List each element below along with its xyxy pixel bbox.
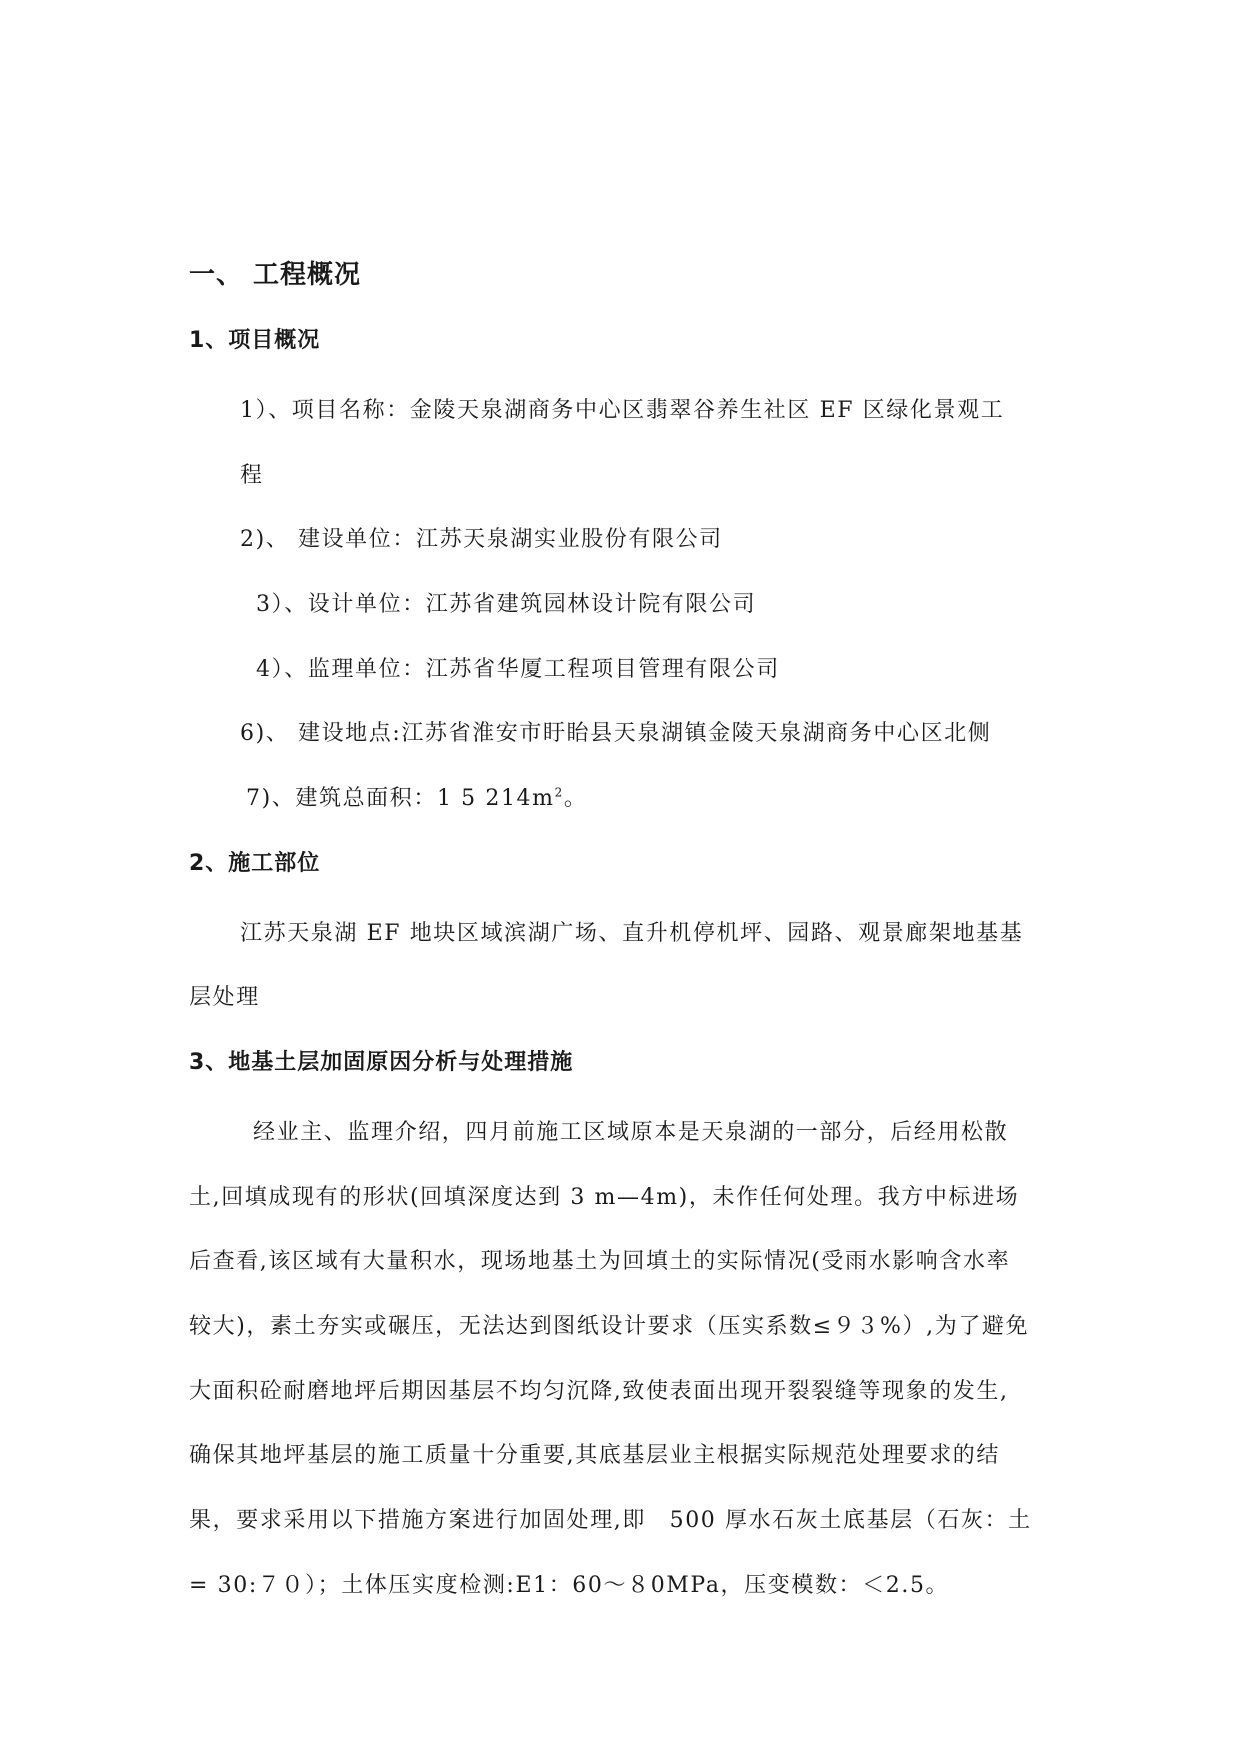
section-3-title: 3、地基土层加固原因分析与处理措施: [189, 1050, 574, 1075]
project-name-continuation: 程: [240, 463, 264, 488]
analysis-line-1: 经业主、监理介绍，四月前施工区域原本是天泉湖的一部分，后经用松散: [253, 1120, 1009, 1145]
supervisor-line: 4）、监理单位：江苏省华厦工程项目管理有限公司: [256, 657, 780, 682]
analysis-line-4: 较大)，素土夯实或碾压，无法达到图纸设计要求（压实系数≤９３%）,为了避免: [189, 1314, 1030, 1339]
area-text: 7)、建筑总面积：1 5 214m: [246, 786, 555, 811]
area-superscript: 2: [554, 785, 564, 800]
analysis-line-2: 土,回填成现有的形状(回填深度达到 3 m—4m)，未作任何处理。我方中标进场: [189, 1185, 1020, 1210]
heading-overview: 一、 工程概况: [189, 260, 362, 290]
section-1-title: 1、项目概况: [189, 328, 321, 353]
location-line: 6)、 建设地点:江苏省淮安市盱眙县天泉湖镇金陵天泉湖商务中心区北侧: [240, 721, 992, 746]
project-name-line: 1）、项目名称：金陵天泉湖商务中心区翡翠谷养生社区 EF 区绿化景观工: [240, 398, 1005, 423]
analysis-line-8: = 30:７０）；土体压实度检测:E1：60～８0MPa，压变模数：＜2.5。: [189, 1573, 950, 1598]
builder-line: 2)、 建设单位：江苏天泉湖实业股份有限公司: [240, 527, 723, 552]
construction-scope-line-2: 层处理: [189, 985, 260, 1010]
designer-line: 3）、设计单位：江苏省建筑园林设计院有限公司: [256, 592, 757, 617]
analysis-line-6: 确保其地坪基层的施工质量十分重要,其底基层业主根据实际规范处理要求的结: [189, 1443, 1000, 1468]
area-suffix: 。: [563, 786, 588, 811]
construction-scope-line-1: 江苏天泉湖 EF 地块区域滨湖广场、直升机停机坪、园路、观景廊架地基基: [240, 921, 1024, 946]
section-2-title: 2、施工部位: [189, 851, 321, 876]
analysis-line-7: 果，要求采用以下措施方案进行加固处理,即 500 厚水石灰土底基层（石灰：土: [189, 1508, 1032, 1533]
area-line: [246, 781, 587, 812]
analysis-line-5: 大面积砼耐磨地坪后期因基层不均匀沉降,致使表面出现开裂裂缝等现象的发生,: [189, 1379, 1009, 1404]
analysis-line-3: 后查看,该区域有大量积水，现场地基土为回填土的实际情况(受雨水影响含水率: [189, 1249, 1011, 1274]
